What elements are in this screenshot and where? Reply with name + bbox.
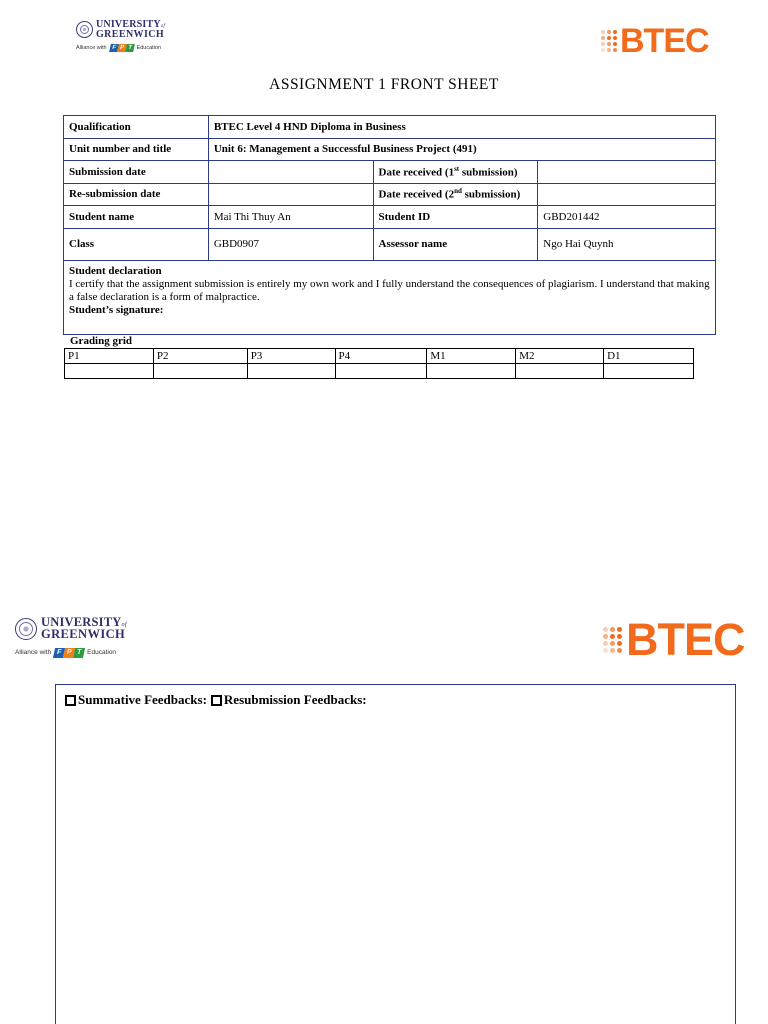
student-id-label: Student ID bbox=[373, 206, 538, 229]
university-name: UNIVERSITYof GREENWICH bbox=[96, 19, 166, 40]
date-received-1-field[interactable] bbox=[538, 161, 716, 184]
student-name-value[interactable]: Mai Thi Thuy An bbox=[208, 206, 373, 229]
qualification-label: Qualification bbox=[64, 116, 209, 139]
university-logo bbox=[76, 20, 165, 52]
date-received-2-field[interactable] bbox=[538, 183, 716, 206]
summative-feedback-label: Summative Feedbacks: bbox=[78, 692, 207, 707]
btec-dots-icon bbox=[603, 627, 622, 653]
grade-header-p2: P2 bbox=[153, 349, 247, 364]
submission-date-field[interactable] bbox=[208, 161, 373, 184]
resubmission-date-field[interactable] bbox=[208, 183, 373, 206]
student-id-value[interactable]: GBD201442 bbox=[538, 206, 716, 229]
submission-date-label: Submission date bbox=[64, 161, 209, 184]
grade-header-m2: M2 bbox=[516, 349, 604, 364]
alliance-line: Alliance with F P T Education bbox=[76, 45, 162, 52]
front-sheet-table bbox=[63, 115, 716, 335]
declaration-text: I certify that the assignment submission is entirely my own work and I fully understand the consequences of plagiarism. I understand that making a false declaration is a form of malpractice. bbox=[69, 277, 710, 303]
fpt-logo: F P T bbox=[110, 44, 134, 52]
assessor-name-value[interactable]: Ngo Hai Quynh bbox=[538, 228, 716, 260]
resubmission-feedback-label: Resubmission Feedbacks: bbox=[223, 692, 367, 707]
date-received-2-label: Date received (2nd submission) bbox=[373, 183, 538, 206]
crest-icon bbox=[76, 21, 93, 38]
alliance-line: Alliance with F P T Education bbox=[15, 648, 117, 657]
grade-cell-d1[interactable] bbox=[604, 364, 694, 379]
date-received-1-label: Date received (1st submission) bbox=[373, 161, 538, 184]
grading-grid bbox=[64, 348, 694, 379]
grading-grid-label: Grading grid bbox=[70, 335, 133, 347]
crest-icon bbox=[15, 618, 37, 640]
university-logo bbox=[15, 617, 127, 658]
table-row bbox=[64, 228, 716, 260]
table-row bbox=[64, 138, 716, 161]
grade-cell-m1[interactable] bbox=[427, 364, 516, 379]
assessor-name-label: Assessor name bbox=[373, 228, 538, 260]
btec-dots-icon bbox=[601, 30, 617, 52]
grade-cell-p4[interactable] bbox=[335, 364, 427, 379]
resubmission-date-label: Re-submission date bbox=[64, 183, 209, 206]
signature-label: Student’s signature: bbox=[69, 303, 164, 316]
declaration-title: Student declaration bbox=[69, 264, 162, 277]
grade-header-p4: P4 bbox=[335, 349, 427, 364]
table-row bbox=[64, 161, 716, 184]
table-row bbox=[64, 183, 716, 206]
fpt-logo: F P T bbox=[54, 648, 84, 658]
checkbox-icon[interactable] bbox=[211, 695, 222, 706]
grade-header-m1: M1 bbox=[427, 349, 516, 364]
grade-header-p1: P1 bbox=[65, 349, 154, 364]
page-title: ASSIGNMENT 1 FRONT SHEET bbox=[269, 76, 499, 93]
grading-header-row bbox=[65, 349, 694, 364]
summative-feedback-option[interactable] bbox=[65, 692, 207, 708]
grade-header-d1: D1 bbox=[604, 349, 694, 364]
class-label: Class bbox=[64, 228, 209, 260]
university-name: UNIVERSITYof GREENWICH bbox=[41, 615, 127, 641]
grade-cell-m2[interactable] bbox=[516, 364, 604, 379]
unit-value: Unit 6: Management a Successful Business Project (491) bbox=[208, 138, 715, 161]
grade-header-p3: P3 bbox=[247, 349, 335, 364]
student-declaration bbox=[64, 260, 716, 334]
table-row bbox=[64, 206, 716, 229]
btec-logo: BTEC bbox=[601, 22, 709, 60]
student-name-label: Student name bbox=[64, 206, 209, 229]
unit-label: Unit number and title bbox=[64, 138, 209, 161]
grading-value-row bbox=[65, 364, 694, 379]
grade-cell-p3[interactable] bbox=[247, 364, 335, 379]
grade-cell-p2[interactable] bbox=[153, 364, 247, 379]
class-value[interactable]: GBD0907 bbox=[208, 228, 373, 260]
grade-cell-p1[interactable] bbox=[65, 364, 154, 379]
checkbox-icon[interactable] bbox=[65, 695, 76, 706]
feedback-box[interactable] bbox=[55, 684, 736, 1024]
btec-logo: BTEC bbox=[603, 615, 745, 665]
resubmission-feedback-option[interactable] bbox=[211, 692, 367, 708]
table-row bbox=[64, 260, 716, 334]
feedback-header bbox=[65, 692, 371, 708]
table-row bbox=[64, 116, 716, 139]
qualification-value: BTEC Level 4 HND Diploma in Business bbox=[208, 116, 715, 139]
